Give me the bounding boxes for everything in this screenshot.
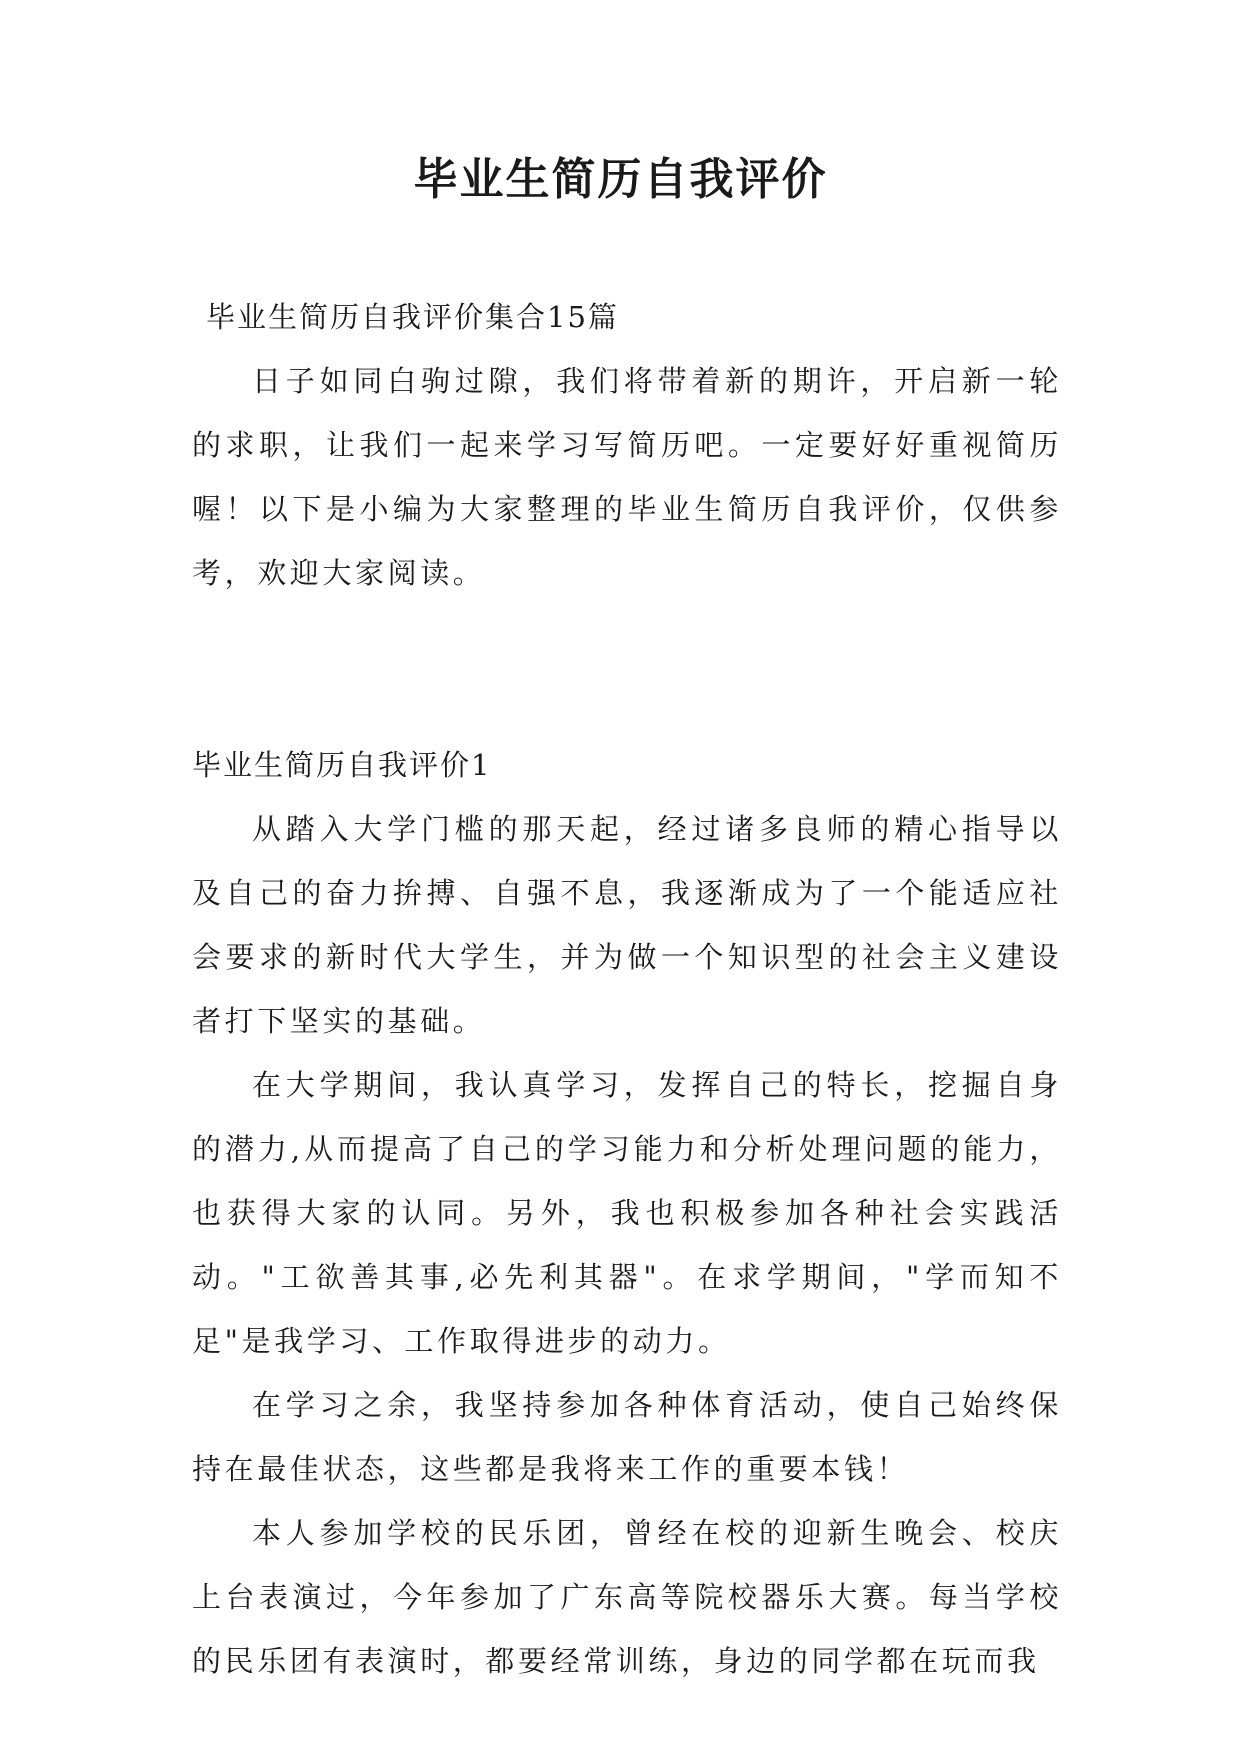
section-spacer (192, 605, 1062, 733)
body-paragraph: 从踏入大学门槛的那天起，经过诸多良师的精心指导以及自己的奋力拚搏、自强不息，我逐渐成为了一个能适应社会要求的新时代大学生，并为做一个知识型的社会主义建设者打下坚实的基础。 (192, 812, 1062, 1038)
body-paragraph: 本人参加学校的民乐团，曾经在校的迎新生晚会、校庆上台表演过，今年参加了广东高等院校器乐大赛。每当学校的民乐团有表演时，都要经常训练，身边的同学都在玩而我 (192, 1516, 1062, 1678)
intro-paragraph: 日子如同白驹过隙，我们将带着新的期许，开启新一轮的求职，让我们一起来学习写简历吧。一定要好好重视简历喔！以下是小编为大家整理的毕业生简历自我评价，仅供参考，欢迎大家阅读。 (192, 364, 1062, 590)
body-paragraph: 在大学期间，我认真学习，发挥自己的特长，挖掘自身的潜力,从而提高了自己的学习能力和分析处理问题的能力，也获得大家的认同。另外，我也积极参加各种社会实践活动。"工欲善其事,必先利其器"。在求学期间，"学而知不足"是我学习、工作取得进步的动力。 (192, 1068, 1062, 1358)
section-heading: 毕业生简历自我评价1 (192, 748, 492, 782)
body-paragraph: 在学习之余，我坚持参加各种体育活动，使自己始终保持在最佳状态，这些都是我将来工作的重要本钱！ (192, 1388, 1062, 1486)
document-title: 毕业生简历自我评价 (413, 154, 828, 205)
document-subtitle: 毕业生简历自我评价集合15篇 (206, 300, 619, 334)
document-body (192, 285, 1062, 1693)
